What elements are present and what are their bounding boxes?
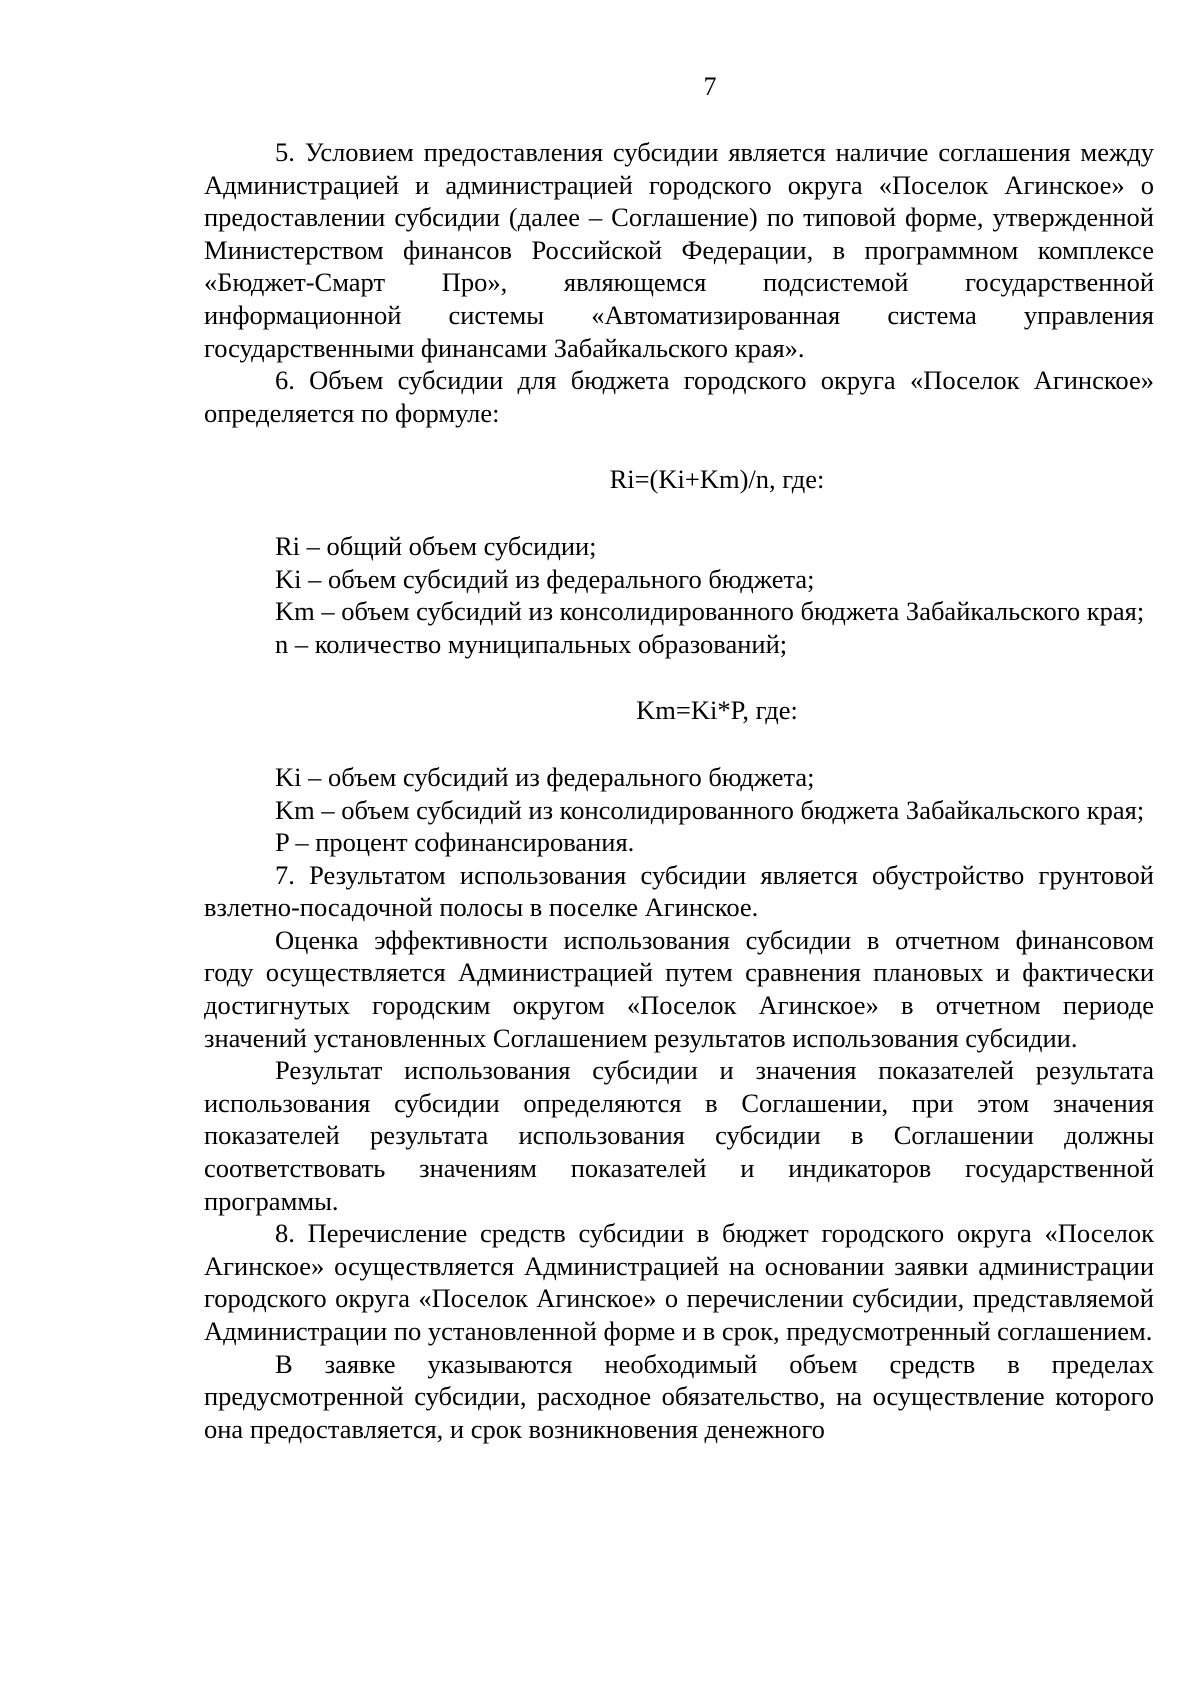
paragraph-7-result: Результат использования субсидии и значения показателей результата использования субсидии определяются в Соглашении, при этом значения показателей результата использования субсидии в Соглашении должны соответствовать значениям показателей и индикаторов государственной программы.	[204, 1055, 1154, 1216]
definition-p: P – процент софинансирования.	[275, 827, 635, 858]
paragraph-8-request: В заявке указываются необходимый объем средств в пределах предусмотренной субсидии, расходное обязательство, на осуществление которого она предоставляется, и срок возникновения денежного	[204, 1348, 1154, 1444]
paragraph-7: 7. Результатом использования субсидии является обустройство грунтовой взлетно-посадочной полосы в поселке Агинское.	[204, 859, 1154, 923]
definition-ki: Ki – объем субсидий из федерального бюджета;	[275, 563, 815, 594]
formula-ri: Ri=(Ki+Km)/n, где:	[609, 464, 825, 495]
paragraph-6: 6. Объем субсидии для бюджета городского округа «Поселок Агинское» определяется по формуле:	[204, 365, 1154, 428]
paragraph-8: 8. Перечисление средств субсидии в бюджет городского округа «Поселок Агинское» осуществляется Администрацией на основании заявки администрации городского округа «Поселок Агинское» о перечислении субсидии, представляемой Администрации по установленной форме и в срок, предусмотренный соглашением.	[204, 1218, 1154, 1346]
definition-km-2: Km – объем субсидий из консолидированного бюджета Забайкальского края;	[275, 794, 1145, 825]
paragraph-7-evaluation: Оценка эффективности использования субсидии в отчетном финансовом году осуществляется Администрацией путем сравнения плановых и фактически достигнутых городским округом «Поселок Агинское» в отчетном периоде значений установленных Соглашением результатов использования субсидии.	[204, 924, 1154, 1053]
document-body	[204, 136, 1154, 1445]
page-number: 7	[703, 72, 717, 101]
definition-ri: Ri – общий объем субсидии;	[275, 530, 597, 561]
definition-km: Km – объем субсидий из консолидированного бюджета Забайкальского края;	[275, 596, 1145, 627]
formula-km: Km=Ki*P, где:	[636, 695, 798, 726]
definition-ki-2: Ki – объем субсидий из федерального бюджета;	[275, 761, 815, 792]
paragraph-5: 5. Условием предоставления субсидии является наличие соглашения между Администрацией и администрацией городского округа «Поселок Агинское» о предоставлении субсидии (далее – Соглашение) по типовой форме, утвержденной Министерством финансов Российской Федерации, в программном комплексе «Бюджет-Смарт Про», являющемся подсистемой государственной информационной системы «Автоматизированная система управления государственными финансами Забайкальского края».	[204, 137, 1154, 363]
definition-n: n – количество муниципальных образований;	[275, 628, 788, 659]
